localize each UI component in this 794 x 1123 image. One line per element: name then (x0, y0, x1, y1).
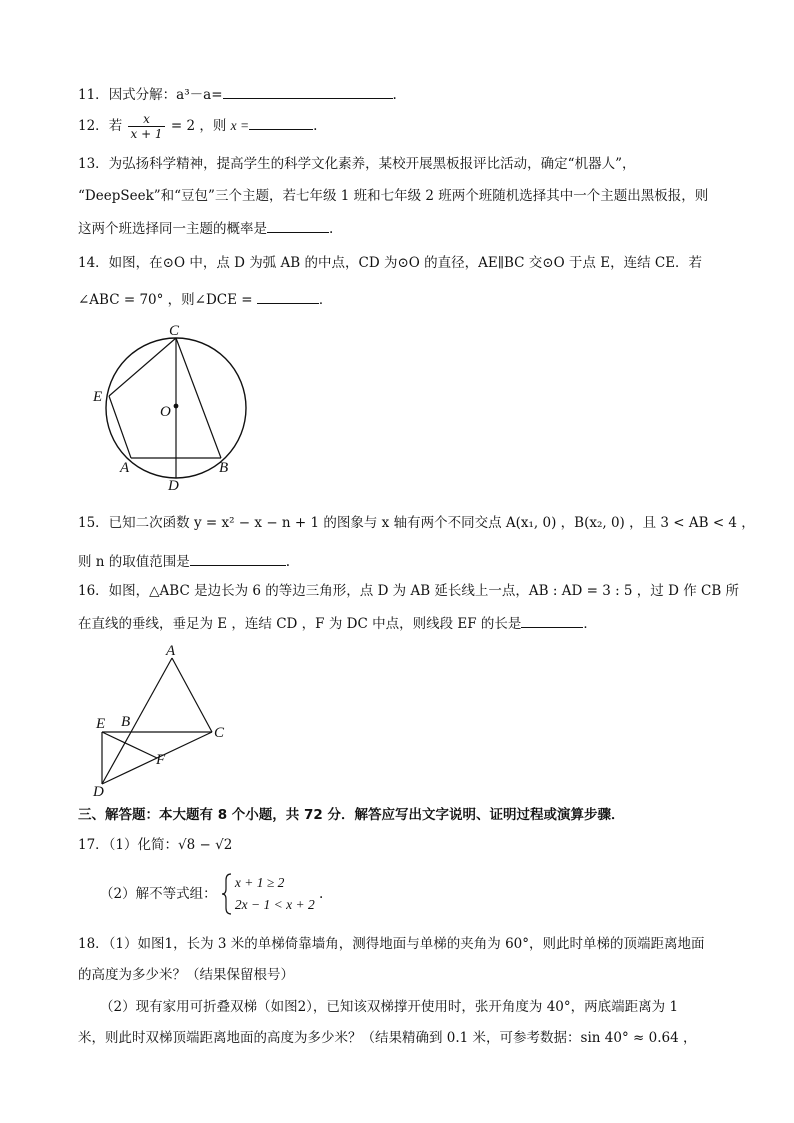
q12-number: 12． (78, 118, 109, 134)
label-b: B (121, 714, 131, 730)
q16-text: 在直线的垂线，垂足为 E ，连结 CD ，F 为 DC 中点，则线段 EF 的长是 (78, 616, 522, 632)
label-f: F (156, 752, 166, 768)
q15-text: 则 n 的取值范围是 (78, 554, 190, 570)
segment-bc (176, 338, 221, 458)
q15-line-2 (78, 551, 290, 571)
q13-line-1: 13．为弘扬科学精神，提高学生的科学文化素养，某校开展黑板报评比活动，确定“机器人”， (78, 156, 636, 172)
q14-answer-blank[interactable] (257, 289, 319, 304)
q14-circle-figure (88, 318, 258, 496)
q12-answer-blank[interactable] (249, 115, 313, 130)
inequality-1: x + 1 ≥ 2 (234, 875, 285, 890)
q13-tail: . (329, 221, 334, 237)
q17-line-1: 17．（1）化简：√8 − √2 (78, 837, 233, 853)
q18-line-2: 的高度为多少米？（结果保留根号） (78, 967, 294, 983)
q12-pre: 若 (108, 118, 123, 134)
inequality-system (221, 872, 315, 916)
label-a: A (120, 460, 130, 476)
q15-answer-blank[interactable] (190, 551, 286, 566)
q18-line-3: （2）现有家用可折叠双梯（如图2），已知该双梯撑开使用时，张开角度为 40°，两底端距离为 1 (100, 999, 679, 1015)
q16-line-2 (78, 613, 597, 633)
segment-bd (102, 732, 131, 784)
q12-tail: . (313, 118, 318, 134)
segment-ab (131, 658, 172, 732)
q18-line-4: 米，则此时双梯顶端距离地面的高度为多少米？（结果精确到 0.1 米，可参考数据：sin 40° ≈ 0.64 ， (78, 1030, 697, 1046)
section-3-title: 三、解答题：本大题有 8 个小题，共 72 分．解答应写出文字说明、证明过程或演算步骤． (78, 807, 625, 823)
q12-fraction (128, 112, 164, 141)
q11-answer-blank[interactable] (223, 84, 393, 99)
label-c: C (169, 323, 180, 339)
q13-line-3 (78, 218, 333, 238)
label-o: O (160, 404, 171, 420)
question-12 (78, 110, 317, 142)
q11-tail: . (392, 87, 397, 103)
q17-line-2 (100, 872, 323, 916)
q11-text: 因式分解：a³－a= (108, 87, 223, 103)
center-point-o (174, 404, 179, 409)
q16-answer-blank[interactable] (521, 613, 583, 628)
q12-var: x = (230, 118, 250, 133)
q17-part2-label: （2）解不等式组： (100, 886, 217, 902)
inequality-2: 2x − 1 < x + 2 (234, 897, 315, 912)
label-a: A (166, 643, 176, 659)
q13-line-2: “DeepSeek”和“豆包”三个主题，若七年级 1 班和七年级 2 班两个班随机选择其中一个主题出黑板报，则 (78, 188, 709, 204)
segment-ac (172, 658, 212, 732)
segment-ea (109, 396, 131, 458)
q12-frac-denominator: x + 1 (130, 127, 163, 141)
q12-eq: = 2 ，则 (170, 118, 227, 134)
q13-answer-blank[interactable] (267, 218, 329, 233)
q14-line-1: 14．如图，在⊙O 中，点 D 为弧 AB 的中点，CD 为⊙O 的直径，AE∥BC 交⊙O 于点 E，连结 CE．若 (78, 255, 703, 271)
label-d: D (168, 478, 179, 494)
q16-tail: ． (583, 616, 597, 632)
q16-line-1: 16．如图，△ABC 是边长为 6 的等边三角形，点 D 为 AB 延长线上一点，AB : AD = 3 : 5 ，过 D 作 CB 所 (78, 583, 740, 599)
label-e: E (93, 389, 103, 405)
q11-number: 11． (78, 87, 109, 103)
label-b: B (219, 460, 229, 476)
question-11 (78, 84, 397, 104)
q13-text: 这两个班选择同一主题的概率是 (78, 221, 267, 237)
q16-triangle-figure (88, 642, 238, 798)
label-e: E (96, 716, 106, 732)
q17-tail: . (319, 886, 324, 902)
label-c: C (214, 725, 225, 741)
q15-line-1: 15．已知二次函数 y = x² − x − n + 1 的图象与 x 轴有两个不同交点 A(x₁, 0) ，B(x₂, 0) ，且 3 < AB < 4 ， (78, 515, 755, 531)
q14-text: ∠ABC = 70° ，则∠DCE = (78, 292, 253, 308)
q14-line-2 (78, 289, 332, 309)
q18-line-1: 18．（1）如图1，长为 3 米的单梯倚靠墙角，测得地面与单梯的夹角为 60°，则此时单梯的顶端距离地面 (78, 936, 705, 952)
label-d: D (93, 784, 104, 798)
q12-frac-numerator: x (128, 112, 164, 127)
brace-icon (221, 872, 233, 916)
q14-tail: ． (318, 292, 333, 308)
q15-tail: . (285, 554, 291, 570)
